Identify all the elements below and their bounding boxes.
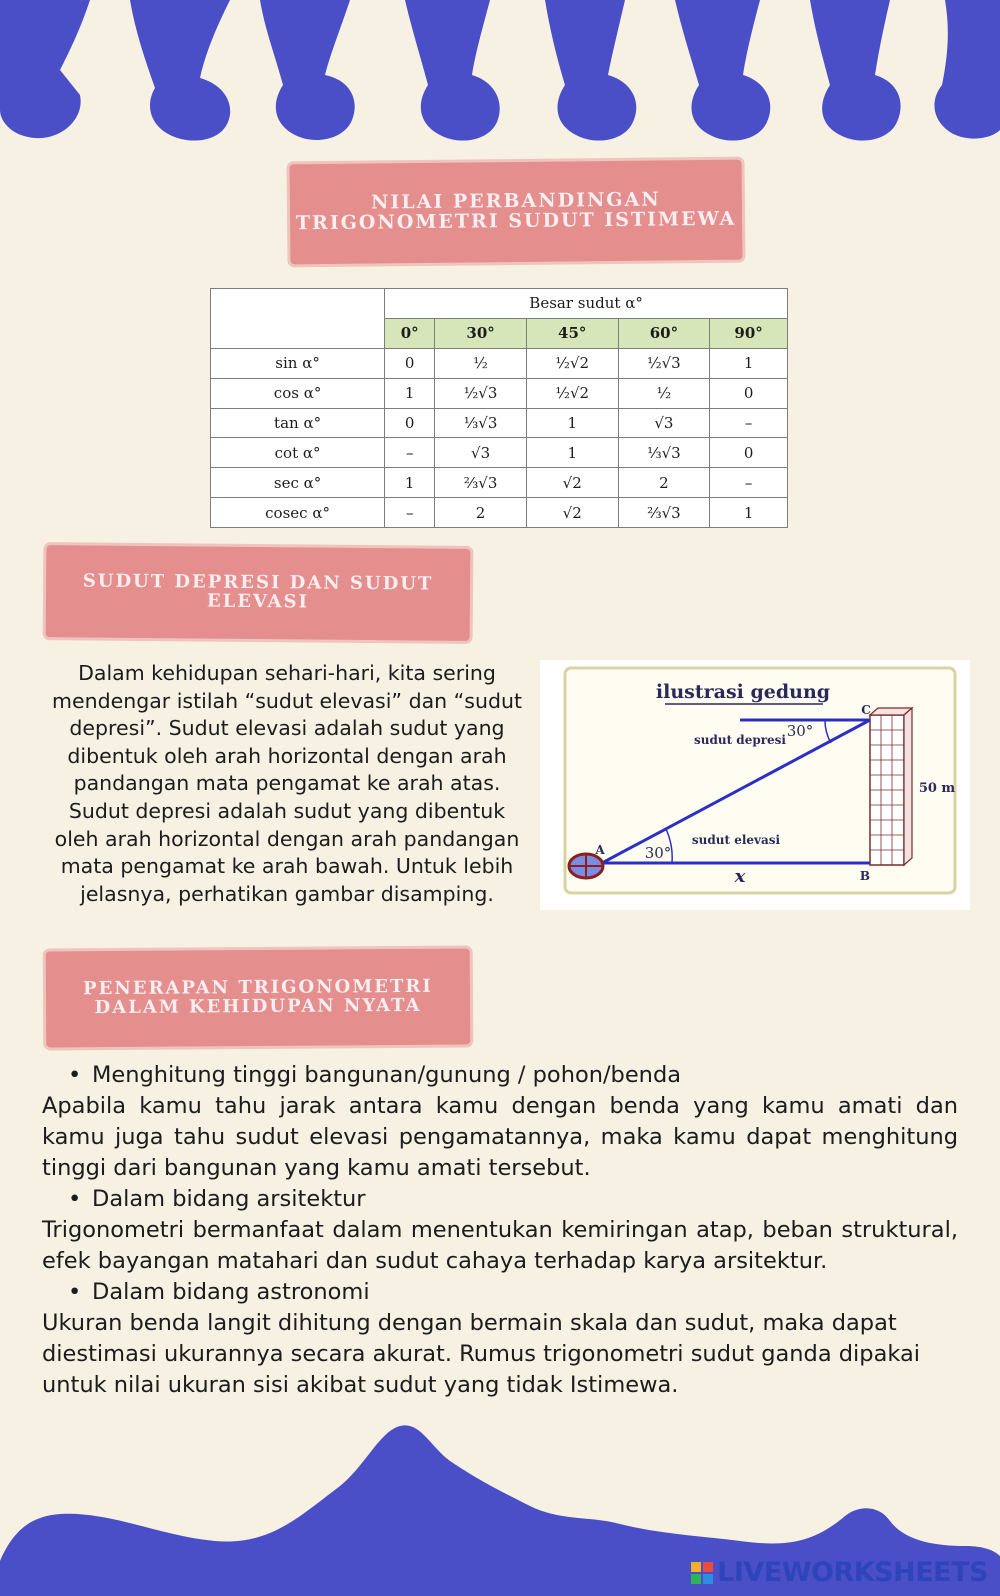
banner-line: SUDUT DEPRESI DAN SUDUT [82, 570, 434, 595]
list-item [42, 1184, 958, 1215]
table-row [211, 498, 788, 528]
table-cell: 0 [710, 378, 788, 408]
angle-header: 0° [385, 318, 435, 348]
trig-values-banner [289, 160, 742, 265]
angle-header: 45° [526, 318, 618, 348]
elevation-label: sudut elevasi [691, 833, 781, 847]
observer-icon [569, 854, 603, 878]
row-label: sec α° [211, 468, 385, 498]
row-label: cosec α° [211, 498, 385, 528]
list-item [42, 1060, 958, 1091]
table-cell: √3 [618, 408, 710, 438]
table-cell: 2 [618, 468, 710, 498]
bullet-icon: • [68, 1279, 82, 1305]
list-item [42, 1277, 958, 1308]
table-cell: – [710, 408, 788, 438]
application-description: Apabila kamu tahu jarak antara kamu dengan benda yang kamu amati dan kamu juga tahu sudut elevasi pengamatannya, maka kamu dapat menghitung tinggi dari bangunan yang kamu amati tersebut. [42, 1093, 958, 1181]
trig-values-table [210, 288, 788, 528]
table-cell: 0 [710, 438, 788, 468]
angle-top-label: 30° [786, 722, 814, 740]
liveworksheets-logo [691, 1557, 988, 1588]
banner-line: NILAI PERBANDINGAN [370, 188, 661, 214]
row-label: cos α° [211, 378, 385, 408]
depression-elevation-banner [46, 545, 471, 641]
table-cell: ½ [618, 378, 710, 408]
application-description: Ukuran benda langit dihitung dengan bermain skala dan sudut, maka dapat diestimasi ukurannya secara akurat. Rumus trigonometri sudut ganda dipakai untuk nilai ukuran sisi akibat sudut yang tidak Istimewa. [42, 1310, 921, 1398]
banner-line: DALAM KEHIDUPAN NYATA [94, 994, 422, 1019]
table-row [211, 408, 788, 438]
distance-label: x [734, 866, 746, 887]
table-cell: ⅓√3 [435, 408, 527, 438]
table-cell: – [385, 438, 435, 468]
banner-line: PENERAPAN TRIGONOMETRI [83, 975, 433, 1000]
bullet-text: Menghitung tinggi bangunan/gunung / pohon/benda [92, 1062, 682, 1088]
table-cell: – [385, 498, 435, 528]
angle-header: 60° [618, 318, 710, 348]
table-row [211, 438, 788, 468]
bullet-icon: • [68, 1186, 82, 1212]
row-label: sin α° [211, 348, 385, 378]
table-cell: 1 [385, 468, 435, 498]
table-cell: 1 [526, 438, 618, 468]
table-cell: – [710, 468, 788, 498]
angle-header: 90° [710, 318, 788, 348]
table-corner [211, 289, 385, 349]
applications-section [42, 1060, 958, 1401]
table-cell: ½√2 [526, 348, 618, 378]
angle-bottom-label: 30° [644, 844, 672, 862]
logo-grid-icon [691, 1562, 713, 1584]
illustration-title: ilustrasi gedung [655, 681, 831, 703]
intro-paragraph: Dalam kehidupan sehari-hari, kita sering mendengar istilah “sudut elevasi” dan “sudut depresi”. Sudut elevasi adalah sudut yang dibentuk oleh arah horizontal dengan arah pandangan mata pengamat ke arah atas. Sudut depresi adalah sudut yang dibentuk oleh arah horizontal dengan arah pandangan mata pengamat ke arah bawah. Untuk lebih jelasnya, perhatikan gambar disamping. [52, 661, 522, 906]
top-drip-decoration [0, 0, 1000, 150]
row-label: cot α° [211, 438, 385, 468]
table-cell: √3 [435, 438, 527, 468]
height-label: 50 m [918, 781, 956, 796]
table-cell: ½√3 [618, 348, 710, 378]
banner-line: ELEVASI [206, 590, 310, 613]
table-cell: 1 [710, 348, 788, 378]
table-cell: ½√2 [526, 378, 618, 408]
applications-banner [46, 949, 471, 1048]
table-row [211, 378, 788, 408]
angle-header: 30° [435, 318, 527, 348]
table-cell: ½√3 [435, 378, 527, 408]
point-b-label: B [859, 869, 871, 883]
application-description: Trigonometri bermanfaat dalam menentukan kemiringan atap, beban struktural, efek bayangan matahari dan sudut cahaya terhadap karya arsitektur. [42, 1217, 958, 1274]
point-c-label: C [861, 703, 871, 717]
table-cell: 0 [385, 408, 435, 438]
building [870, 708, 912, 865]
table-cell: 2 [435, 498, 527, 528]
watermark-text: LIVEWORKSHEETS [717, 1557, 988, 1588]
table-cell: ⅓√3 [618, 438, 710, 468]
table-row [211, 348, 788, 378]
building-illustration [540, 660, 970, 910]
table-row [211, 468, 788, 498]
table-cell: √2 [526, 498, 618, 528]
bullet-text: Dalam bidang astronomi [92, 1279, 370, 1305]
bullet-text: Dalam bidang arsitektur [92, 1186, 366, 1212]
table-cell: 0 [385, 348, 435, 378]
table-cell: 1 [385, 378, 435, 408]
table-cell: ⅔√3 [618, 498, 710, 528]
table-cell: 1 [710, 498, 788, 528]
point-a-label: A [595, 843, 605, 857]
table-cell: 1 [526, 408, 618, 438]
banner-line: TRIGONOMETRI SUDUT ISTIMEWA [295, 207, 737, 235]
table-cell: ⅔√3 [435, 468, 527, 498]
table-caption: Besar sudut α° [385, 289, 788, 319]
table-cell: √2 [526, 468, 618, 498]
row-label: tan α° [211, 408, 385, 438]
depression-label: sudut depresi [693, 733, 787, 747]
bullet-icon: • [68, 1062, 82, 1088]
table-cell: ½ [435, 348, 527, 378]
